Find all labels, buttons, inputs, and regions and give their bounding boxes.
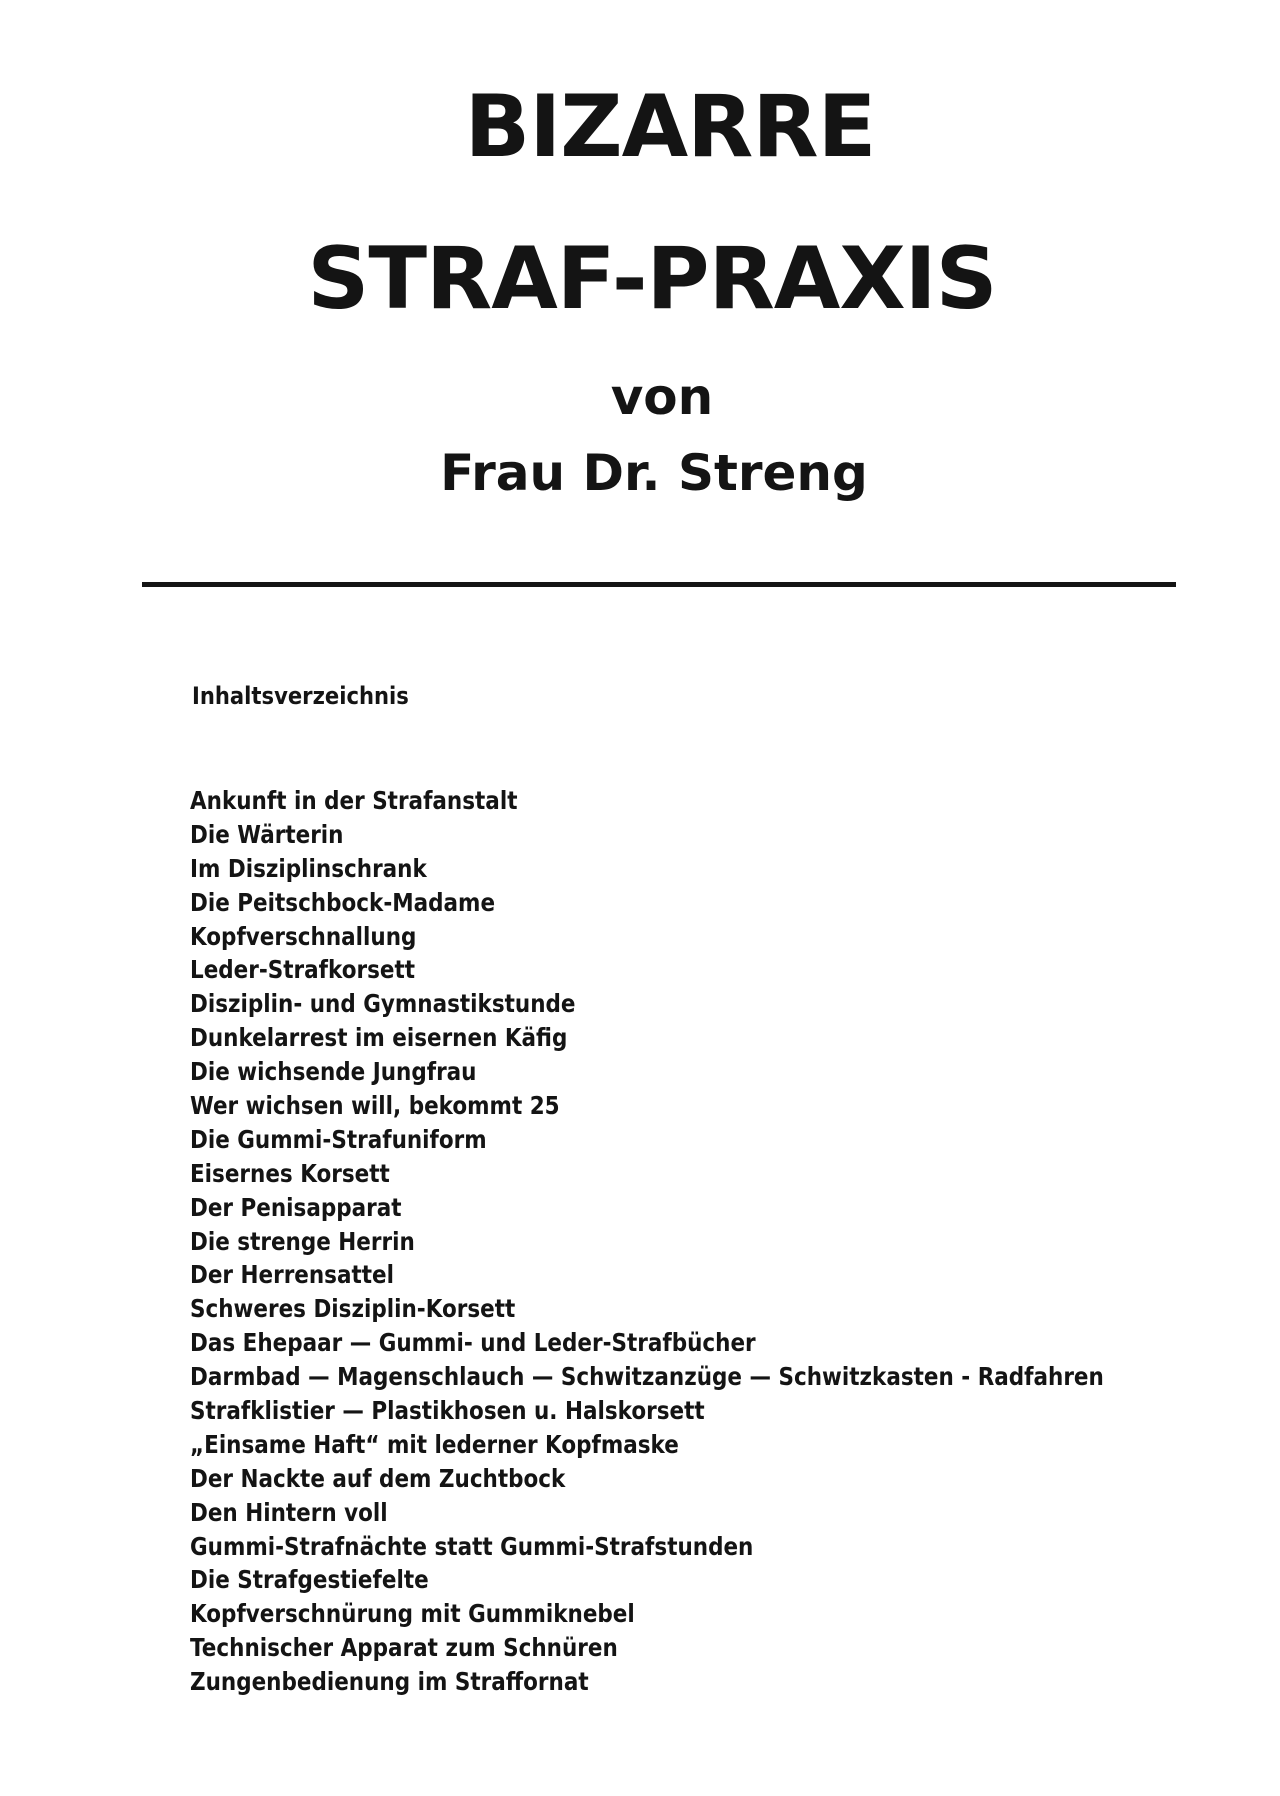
toc-list xyxy=(190,784,1253,1699)
toc-item: Kopfverschnallung xyxy=(190,921,417,951)
toc-item: Dunkelarrest im eisernen Käfig xyxy=(190,1023,568,1053)
toc-item: Die Gummi-Strafuniform xyxy=(190,1124,487,1154)
toc-item: Der Herrensattel xyxy=(190,1260,395,1290)
horizontal-divider xyxy=(142,582,1176,587)
toc-heading: Inhaltsverzeichnis xyxy=(192,682,409,710)
title-line-2: STRAF-PRAXIS xyxy=(307,229,997,329)
toc-item: Das Ehepaar — Gummi- und Leder-Strafbücher xyxy=(190,1328,756,1358)
toc-item: Disziplin- und Gymnastikstunde xyxy=(190,989,576,1019)
toc-item: Kopfverschnürung mit Gummiknebel xyxy=(190,1599,635,1629)
toc-item: Die Strafgestiefelte xyxy=(190,1565,429,1595)
title-line-1: BIZARRE xyxy=(464,77,876,177)
toc-item: Leder-Strafkorsett xyxy=(190,955,416,985)
toc-item: Der Penisapparat xyxy=(190,1192,402,1222)
toc-item: Die Wärterin xyxy=(190,819,344,849)
by-line: von xyxy=(610,368,714,426)
toc-item: Der Nackte auf dem Zuchtbock xyxy=(190,1463,566,1493)
toc-item: Ankunft in der Strafanstalt xyxy=(190,786,518,815)
toc-item: „Einsame Haft“ mit lederner Kopfmaske xyxy=(190,1429,679,1459)
toc-item: Gummi-Strafnächte statt Gummi-Strafstunden xyxy=(190,1531,754,1561)
toc-item: Die strenge Herrin xyxy=(190,1226,415,1256)
author-name: Frau Dr. Streng xyxy=(440,444,868,502)
toc-item: Die Peitschbock-Madame xyxy=(190,887,496,917)
toc-item: Zungenbedienung im Straffornat xyxy=(190,1667,589,1697)
toc-item: Wer wichsen will, bekommt 25 xyxy=(190,1091,560,1121)
toc-item: Darmbad — Magenschlauch — Schwitzanzüge — Schwitzkasten - Radfahren xyxy=(190,1362,1104,1392)
toc-item: Die wichsende Jungfrau xyxy=(190,1057,477,1087)
toc-item: Strafklistier — Plastikhosen u. Halskorsett xyxy=(190,1396,705,1426)
toc-item: Den Hintern voll xyxy=(190,1497,388,1527)
toc-item: Technischer Apparat zum Schnüren xyxy=(190,1633,618,1663)
toc-item: Im Disziplinschrank xyxy=(190,853,427,883)
toc-item: Eisernes Korsett xyxy=(190,1158,390,1188)
toc-item: Schweres Disziplin-Korsett xyxy=(190,1294,516,1324)
